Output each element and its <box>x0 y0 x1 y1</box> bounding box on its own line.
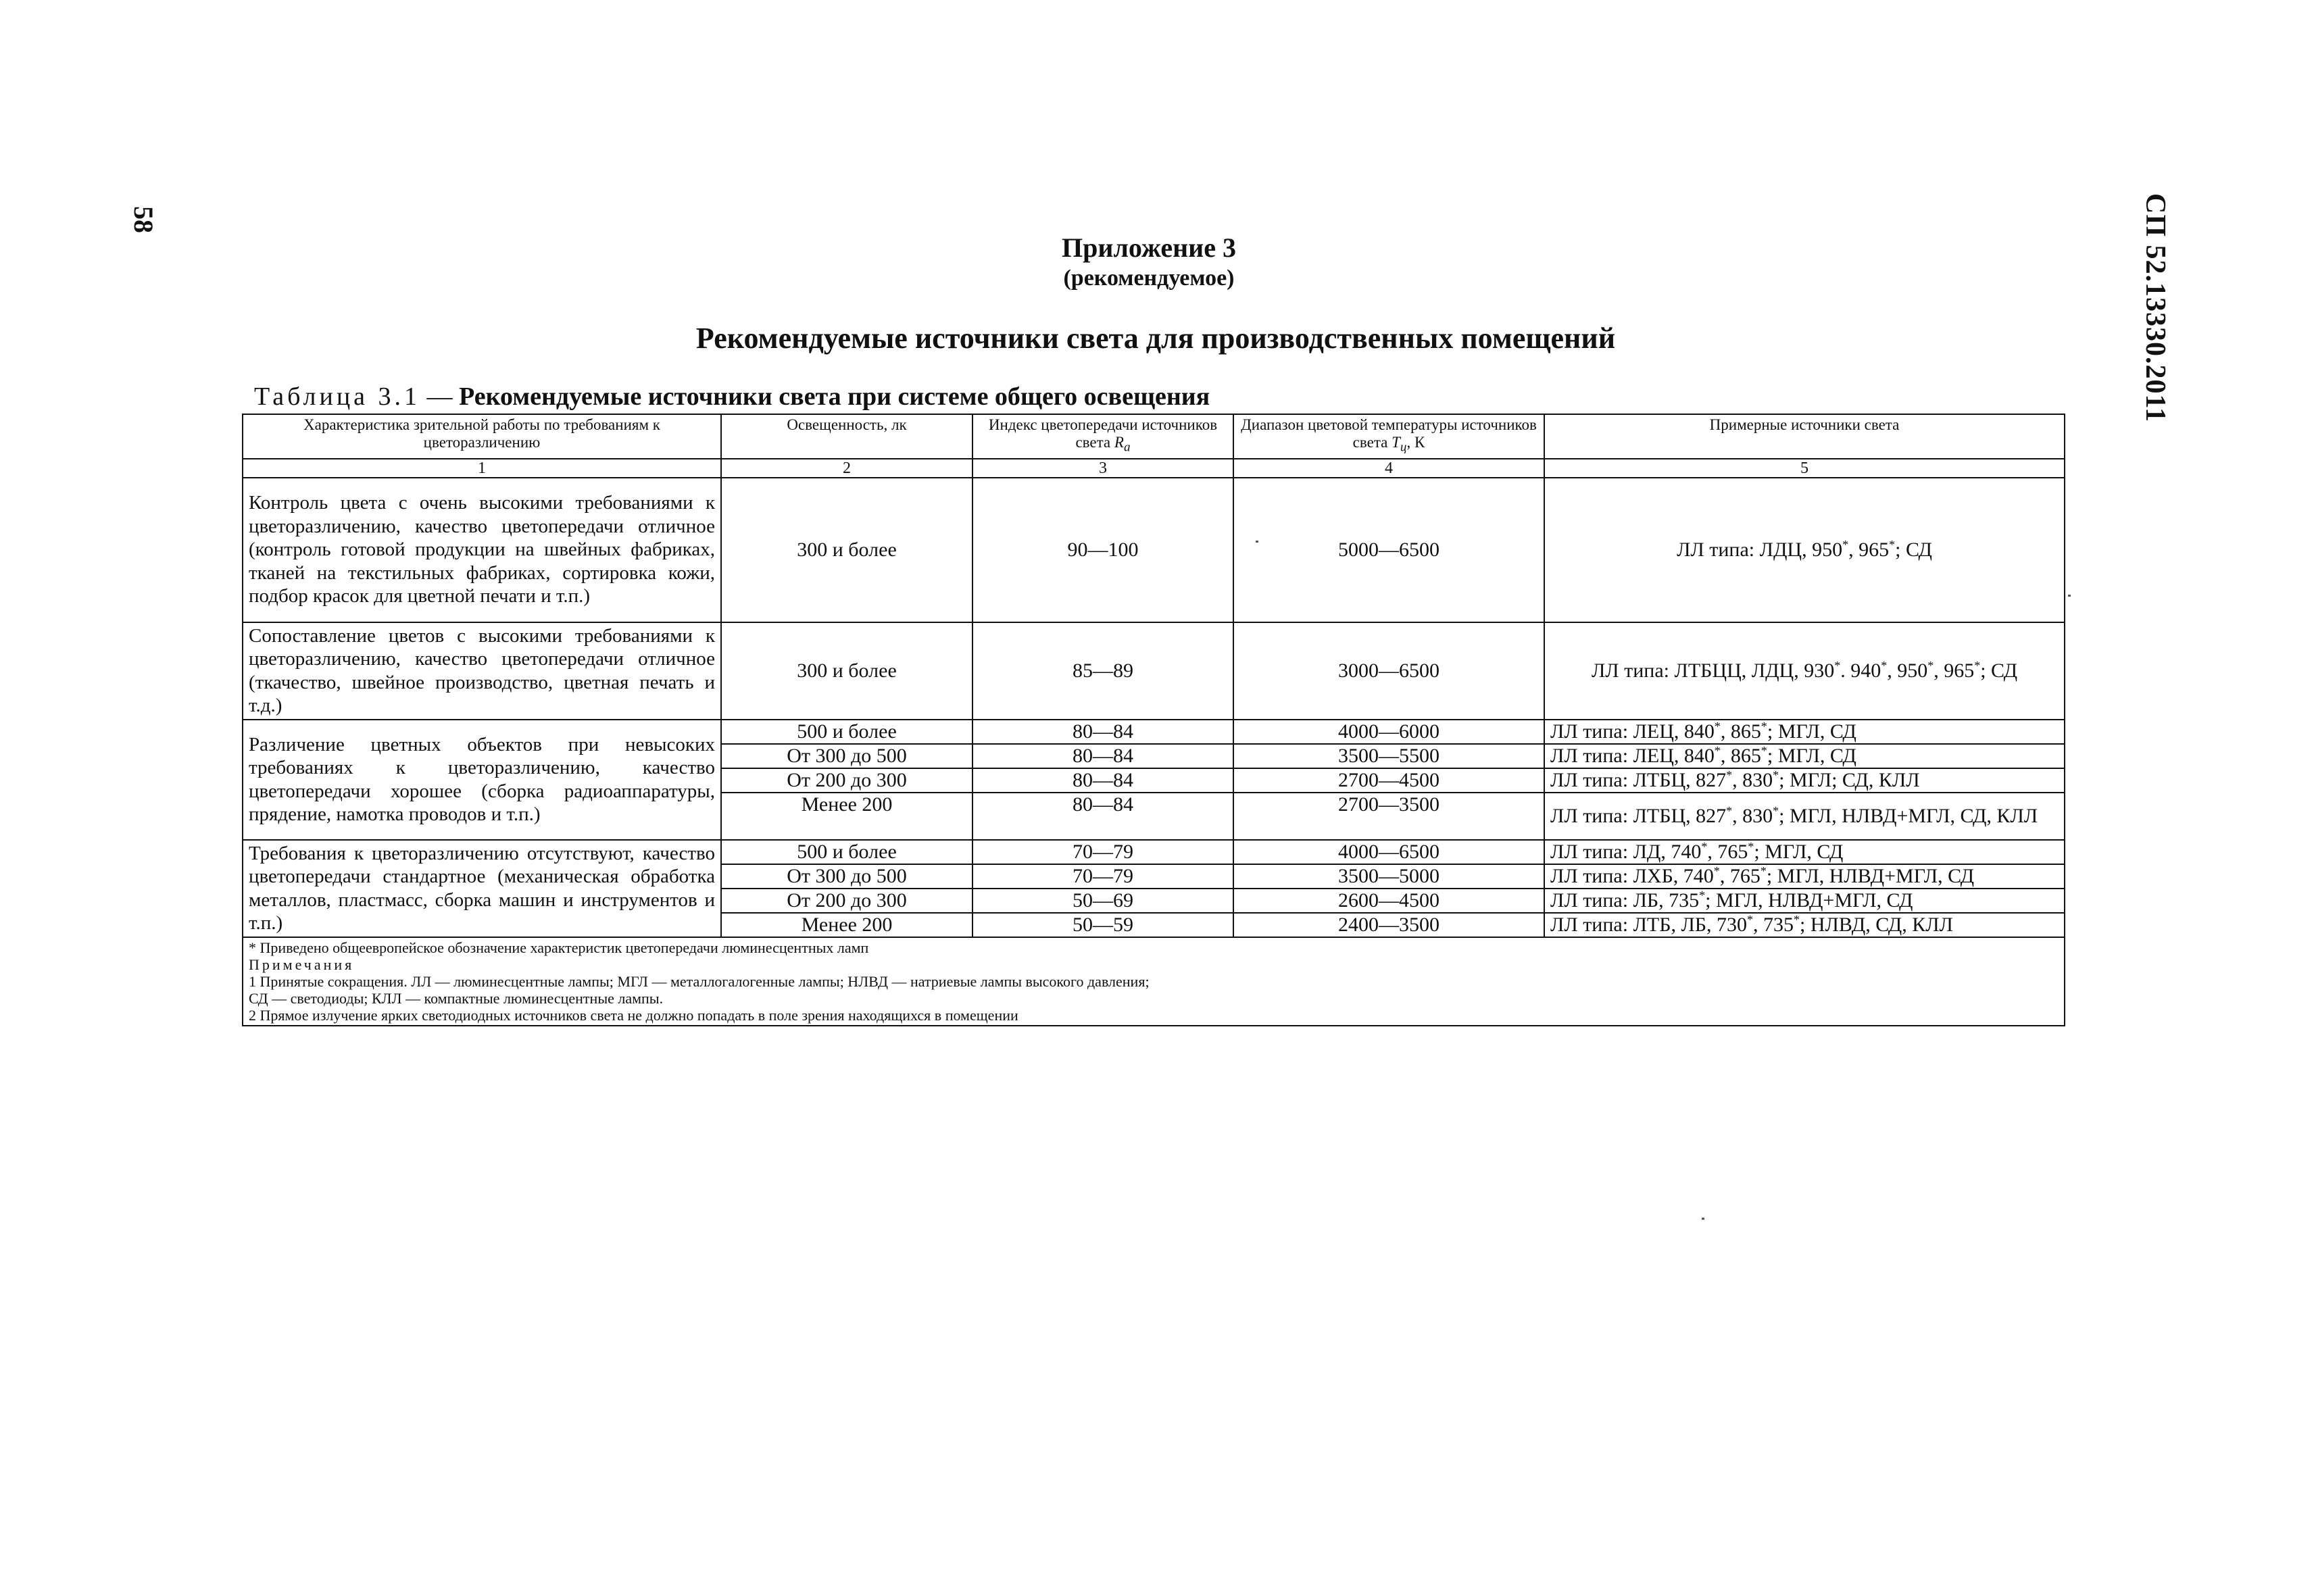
table-caption <box>254 382 1210 411</box>
illuminance-cell: От 300 до 500 <box>721 864 973 889</box>
sources-text: ЛЛ типа: ЛДЦ, 950 <box>1677 538 1843 561</box>
sources-text: ; МГЛ, СД <box>1767 744 1856 767</box>
footnote-mark: * <box>1974 658 1981 672</box>
sources-text: ; МГЛ, СД <box>1767 720 1856 743</box>
table-row <box>243 622 2065 720</box>
temperature-cell: 4000—6000 <box>1233 720 1544 744</box>
ra-cell: 50—59 <box>973 913 1233 937</box>
ra-cell: 90—100 <box>973 478 1233 622</box>
temperature-cell: 5000—6500 <box>1233 478 1544 622</box>
illuminance-cell: Менее 200 <box>721 913 973 937</box>
footnote-mark: * <box>1748 839 1754 853</box>
sources-text: ; МГЛ, НЛВД+МГЛ, СД, КЛЛ <box>1779 804 2038 827</box>
sources-text: ; МГЛ, НЛВД+МГЛ, СД <box>1766 864 1975 887</box>
illuminance-cell: 300 и более <box>721 478 973 622</box>
sources-text: , 830 <box>1732 804 1773 827</box>
footnote-mark: * <box>1714 719 1721 733</box>
temperature-cell: 3500—5000 <box>1233 864 1544 889</box>
sources-text: ЛЛ типа: ЛЕЦ, 840 <box>1550 744 1715 767</box>
sources-cell <box>1544 889 2065 913</box>
footnote-mark: * <box>1773 803 1779 818</box>
illuminance-cell: От 200 до 300 <box>721 889 973 913</box>
sources-text: ; МГЛ, СД <box>1754 840 1844 863</box>
sources-cell <box>1544 840 2065 864</box>
sources-text: ЛЛ типа: ЛТБЦ, 827 <box>1550 804 1727 827</box>
header-ra-subscript: a <box>1123 440 1131 455</box>
ra-cell: 80—84 <box>973 768 1233 793</box>
column-number: 4 <box>1233 459 1544 478</box>
table-caption-dash: — <box>420 382 460 411</box>
sources-text: ЛЛ типа: ЛТБЦ, 827 <box>1550 768 1727 791</box>
temperature-cell: 3000—6500 <box>1233 622 1544 720</box>
footnote-mark: * <box>1726 768 1733 782</box>
column-number: 2 <box>721 459 973 478</box>
header-tc-subscript: ц <box>1400 440 1407 455</box>
temperature-cell: 2600—4500 <box>1233 889 1544 913</box>
header-illuminance: Освещенность, лк <box>721 414 973 459</box>
ra-cell: 70—79 <box>973 840 1233 864</box>
footnote-mark: * <box>1713 864 1720 878</box>
sources-text: , 965 <box>1934 659 1975 682</box>
table-notes <box>243 937 2065 1026</box>
work-characteristic: Сопоставление цветов с высокими требованиями к цветоразличению, качество цветопередачи отличное (ткачество, швейное производство, цветная печать и т.д.) <box>243 622 721 720</box>
header-tc-unit: , К <box>1406 434 1425 451</box>
sources-text: , 865 <box>1720 720 1761 743</box>
sources-cell <box>1544 744 2065 768</box>
sources-text: ; МГЛ, НЛВД+МГЛ, СД <box>1705 889 1913 912</box>
notes-row <box>243 937 2065 1026</box>
sources-cell <box>1544 622 2065 720</box>
ra-cell: 80—84 <box>973 720 1233 744</box>
sources-text: ; СД <box>1980 659 2018 682</box>
work-characteristic: Контроль цвета с очень высокими требованиями к цветоразличению, качество цветопередачи отличное (контроль готовой продукции на швейных фабриках, тканей на текстильных фабриках, сортировка кожи, подбор красок для цветной печати и т.п.) <box>243 478 721 622</box>
footnote-mark: * <box>1794 912 1800 926</box>
footnote-mark: * <box>1726 803 1733 818</box>
footnote-mark: * <box>1842 537 1849 551</box>
notes-heading: Примечания <box>249 955 355 973</box>
note-item: 1 Принятые сокращения. ЛЛ — люминесцентные лампы; МГЛ — металлогалогенные лампы; НЛВД — натриевые лампы высокого давления; <box>249 972 1150 990</box>
note-item: СД — светодиоды; КЛЛ — компактные люминесцентные лампы. <box>249 989 664 1007</box>
sources-text: , 765 <box>1719 864 1761 887</box>
header-tc-text: Диапазон цветовой температуры источников света <box>1241 416 1537 451</box>
sources-text: ; СД <box>1895 538 1932 561</box>
ra-cell: 50—69 <box>973 889 1233 913</box>
work-characteristic: Различение цветных объектов при невысоких требованиях к цветоразличению, качество цветопередачи хорошее (сборка радиоаппаратуры, прядение, намотка проводов и т.п.) <box>243 720 721 840</box>
sources-text: , 965 <box>1848 538 1890 561</box>
ra-cell: 85—89 <box>973 622 1233 720</box>
footnote-mark: * <box>1761 719 1767 733</box>
sources-text: ; МГЛ; СД, КЛЛ <box>1779 768 1920 791</box>
page-number: 58 <box>128 206 159 233</box>
sources-text: , 865 <box>1720 744 1761 767</box>
sources-text: ЛЛ типа: ЛТБ, ЛБ, 730 <box>1550 913 1748 936</box>
column-number: 5 <box>1544 459 2065 478</box>
illuminance-cell: 500 и более <box>721 720 973 744</box>
appendix-title: Приложение 3 <box>1062 232 1236 263</box>
header-characteristic: Характеристика зрительной работы по требованиям к цветоразличению <box>243 414 721 459</box>
column-number: 3 <box>973 459 1233 478</box>
header-ra-text: Индекс цветопередачи источников света <box>988 416 1218 451</box>
column-number: 1 <box>243 459 721 478</box>
sources-text: ЛЛ типа: ЛХБ, 740 <box>1550 864 1714 887</box>
sources-text: , 735 <box>1753 913 1794 936</box>
ra-cell: 80—84 <box>973 744 1233 768</box>
table-row <box>243 478 2065 622</box>
sources-cell <box>1544 720 2065 744</box>
header-tc-symbol: T <box>1392 434 1400 451</box>
sources-text: ЛЛ типа: ЛЕЦ, 840 <box>1550 720 1715 743</box>
table-header-row <box>243 414 2065 459</box>
sources-text: , 765 <box>1707 840 1748 863</box>
sources-text: , 950 <box>1887 659 1928 682</box>
footnote-mark: * <box>1889 537 1896 551</box>
illuminance-cell: От 300 до 500 <box>721 744 973 768</box>
footnote-mark: * <box>1747 912 1754 926</box>
temperature-cell: 2400—3500 <box>1233 913 1544 937</box>
appendix-status: (рекомендуемое) <box>1063 266 1235 291</box>
work-characteristic: Требования к цветоразличению отсутствуют, качество цветопередачи стандартное (механическая обработка металлов, пластмасс, сборка машин и инструментов и т.п.) <box>243 840 721 937</box>
ra-cell: 80—84 <box>973 793 1233 840</box>
ra-cell: 70—79 <box>973 864 1233 889</box>
sources-cell <box>1544 793 2065 840</box>
header-ra-symbol: R <box>1114 434 1124 451</box>
sources-cell <box>1544 864 2065 889</box>
footnote-mark: * <box>1881 658 1888 672</box>
sources-cell <box>1544 478 2065 622</box>
header-color-temperature <box>1233 414 1544 459</box>
illuminance-cell: От 200 до 300 <box>721 768 973 793</box>
footnote-mark: * <box>1834 658 1841 672</box>
table-row <box>243 840 2065 864</box>
sources-text: , 830 <box>1732 768 1773 791</box>
sources-text: ; НЛВД, СД, КЛЛ <box>1800 913 1953 936</box>
scan-speck <box>1702 1218 1704 1220</box>
temperature-cell: 2700—3500 <box>1233 793 1544 840</box>
temperature-cell: 4000—6500 <box>1233 840 1544 864</box>
document-code: СП 52.13330.2011 <box>2140 193 2171 423</box>
footnote-mark: * <box>1927 658 1934 672</box>
sources-text: ЛЛ типа: ЛТБЦЦ, ЛДЦ, 930 <box>1591 659 1835 682</box>
footnote-mark: * <box>1701 839 1708 853</box>
sources-text: ЛЛ типа: ЛД, 740 <box>1550 840 1702 863</box>
illuminance-cell: 300 и более <box>721 622 973 720</box>
sources-text: ЛЛ типа: ЛБ, 735 <box>1550 889 1700 912</box>
sources-text: . 940 <box>1840 659 1881 682</box>
page-title: Рекомендуемые источники света для производственных помещений <box>695 322 1616 355</box>
footnote-mark: * <box>1714 743 1721 757</box>
light-sources-table <box>242 414 2065 1026</box>
column-number-row <box>243 459 2065 478</box>
footnote-mark: * <box>1761 743 1767 757</box>
footnote-mark: * <box>1760 864 1767 878</box>
illuminance-cell: 500 и более <box>721 840 973 864</box>
sources-cell <box>1544 913 2065 937</box>
sources-cell <box>1544 768 2065 793</box>
temperature-cell: 3500—5500 <box>1233 744 1544 768</box>
footnote-mark: * <box>1699 888 1706 902</box>
scan-speck <box>1256 541 1258 543</box>
table-caption-name: Рекомендуемые источники света при системе общего освещения <box>459 382 1210 411</box>
table-row <box>243 720 2065 744</box>
scan-speck <box>2068 595 2071 597</box>
note-item: 2 Прямое излучение ярких светодиодных источников света не должно попадать в поле зрения находящихся в помещении <box>249 1006 1018 1024</box>
footnote: * Приведено общеевропейское обозначение характеристик цветопередачи люминесцентных ламп <box>249 939 869 956</box>
header-color-rendering-index <box>973 414 1233 459</box>
table-caption-label: Таблица 3.1 <box>254 382 421 411</box>
header-light-sources: Примерные источники света <box>1544 414 2065 459</box>
footnote-mark: * <box>1773 768 1779 782</box>
temperature-cell: 2700—4500 <box>1233 768 1544 793</box>
illuminance-cell: Менее 200 <box>721 793 973 840</box>
